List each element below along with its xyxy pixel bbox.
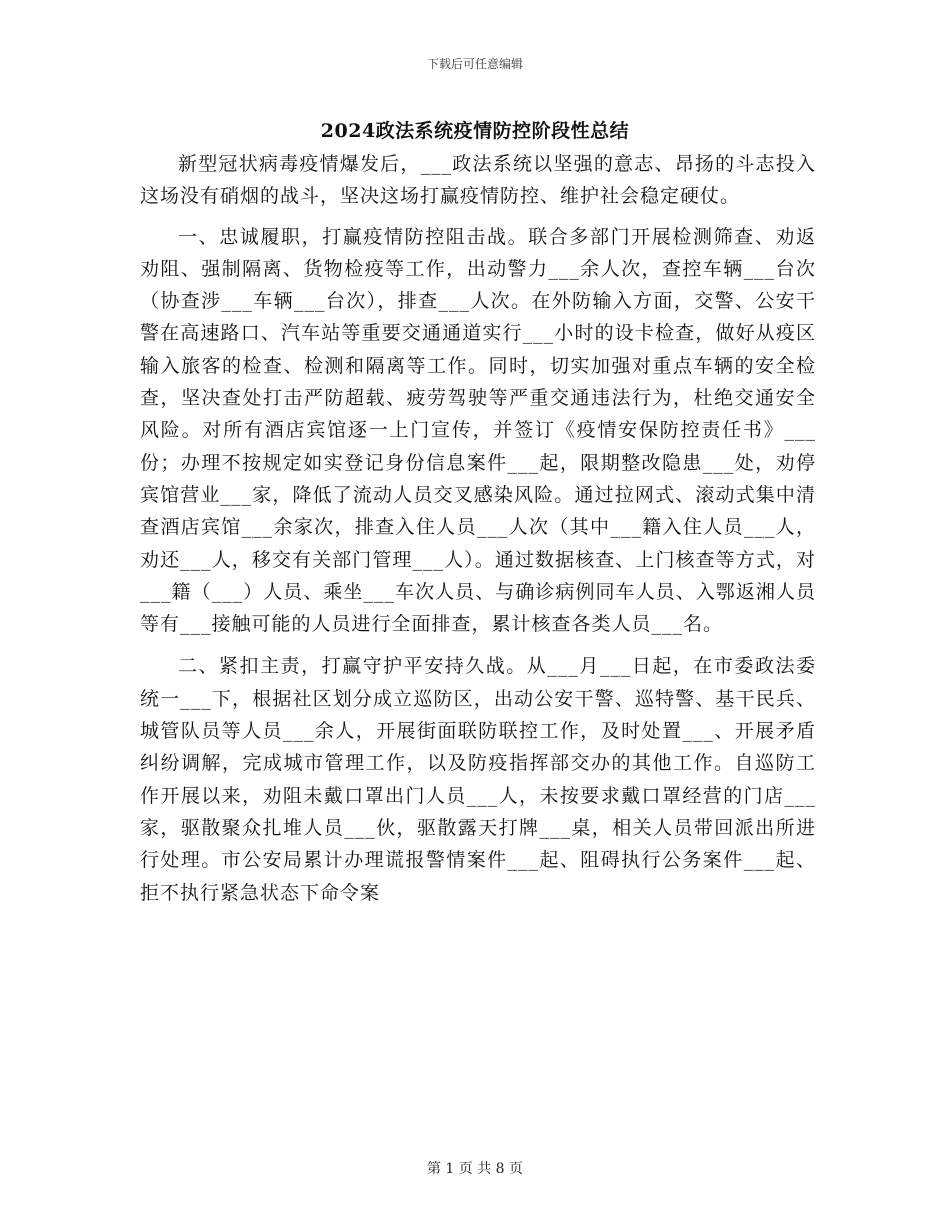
document-title: 2024政法系统疫情防控阶段性总结 (320, 120, 630, 142)
page-number: 第 1 页 共 8 页 (426, 1161, 524, 1177)
paragraph-section-one: 一、忠诚履职，打赢疫情防控阻击战。联合多部门开展检测筛查、劝返劝阻、强制隔离、货物检疫等工作，出动警力___余人次，查控车辆___台次（协查涉___车辆___台次），排查___人次。在外防输入方面，交警、公安干警在高速路口、汽车站等重要交通通道实行___小时的设卡检查，做好从疫区输入旅客的检查、检测和隔离等工作。同时，切实加强对重点车辆的安全检查，坚决查处打击严防超载、疲劳驾驶等严重交通违法行为，杜绝交通安全风险。对所有酒店宾馆逐一上门宣传，并签订《疫情安保防控责任书》___份；办理不按规定如实登记身份信息案件___起，限期整改隐患___处，劝停宾馆营业___家，降低了流动人员交叉感染风险。通过拉网式、滚动式集中清查酒店宾馆___余家次，排查入住人员___人次（其中___籍入住人员___人，劝还___人，移交有关部门管理___人）。通过数据核查、上门核查等方式，对___籍（___）人员、乘坐___车次人员、与确诊病例同车人员、入鄂返湘人员等有___接触可能的人员进行全面排查，累计核查各类人员___名。 (140, 225, 816, 636)
page-header-note: 下载后可任意编辑 (426, 57, 523, 71)
document-body (140, 148, 816, 909)
paragraph-intro: 新型冠状病毒疫情爆发后，___政法系统以坚强的意志、昂扬的斗志投入这场没有硝烟的战斗，坚决这场打赢疫情防控、维护社会稳定硬仗。 (140, 153, 816, 208)
paragraph-section-two: 二、紧扣主责，打赢守护平安持久战。从___月___日起，在市委政法委统一___下，根据社区划分成立巡防区，出动公安干警、巡特警、基干民兵、城管队员等人员___余人，开展街面联防联控工作，及时处置___、开展矛盾纠纷调解，完成城市管理工作，以及防疫指挥部交办的其他工作。自巡防工作开展以来，劝阻未戴口罩出门人员___人，未按要求戴口罩经营的门店___家，驱散聚众扎堆人员___伙，驱散露天打牌___桌，相关人员带回派出所进行处理。市公安局累计办理谎报警情案件___起、阻碍执行公务案件___起、拒不执行紧急状态下命令案 (140, 655, 816, 904)
